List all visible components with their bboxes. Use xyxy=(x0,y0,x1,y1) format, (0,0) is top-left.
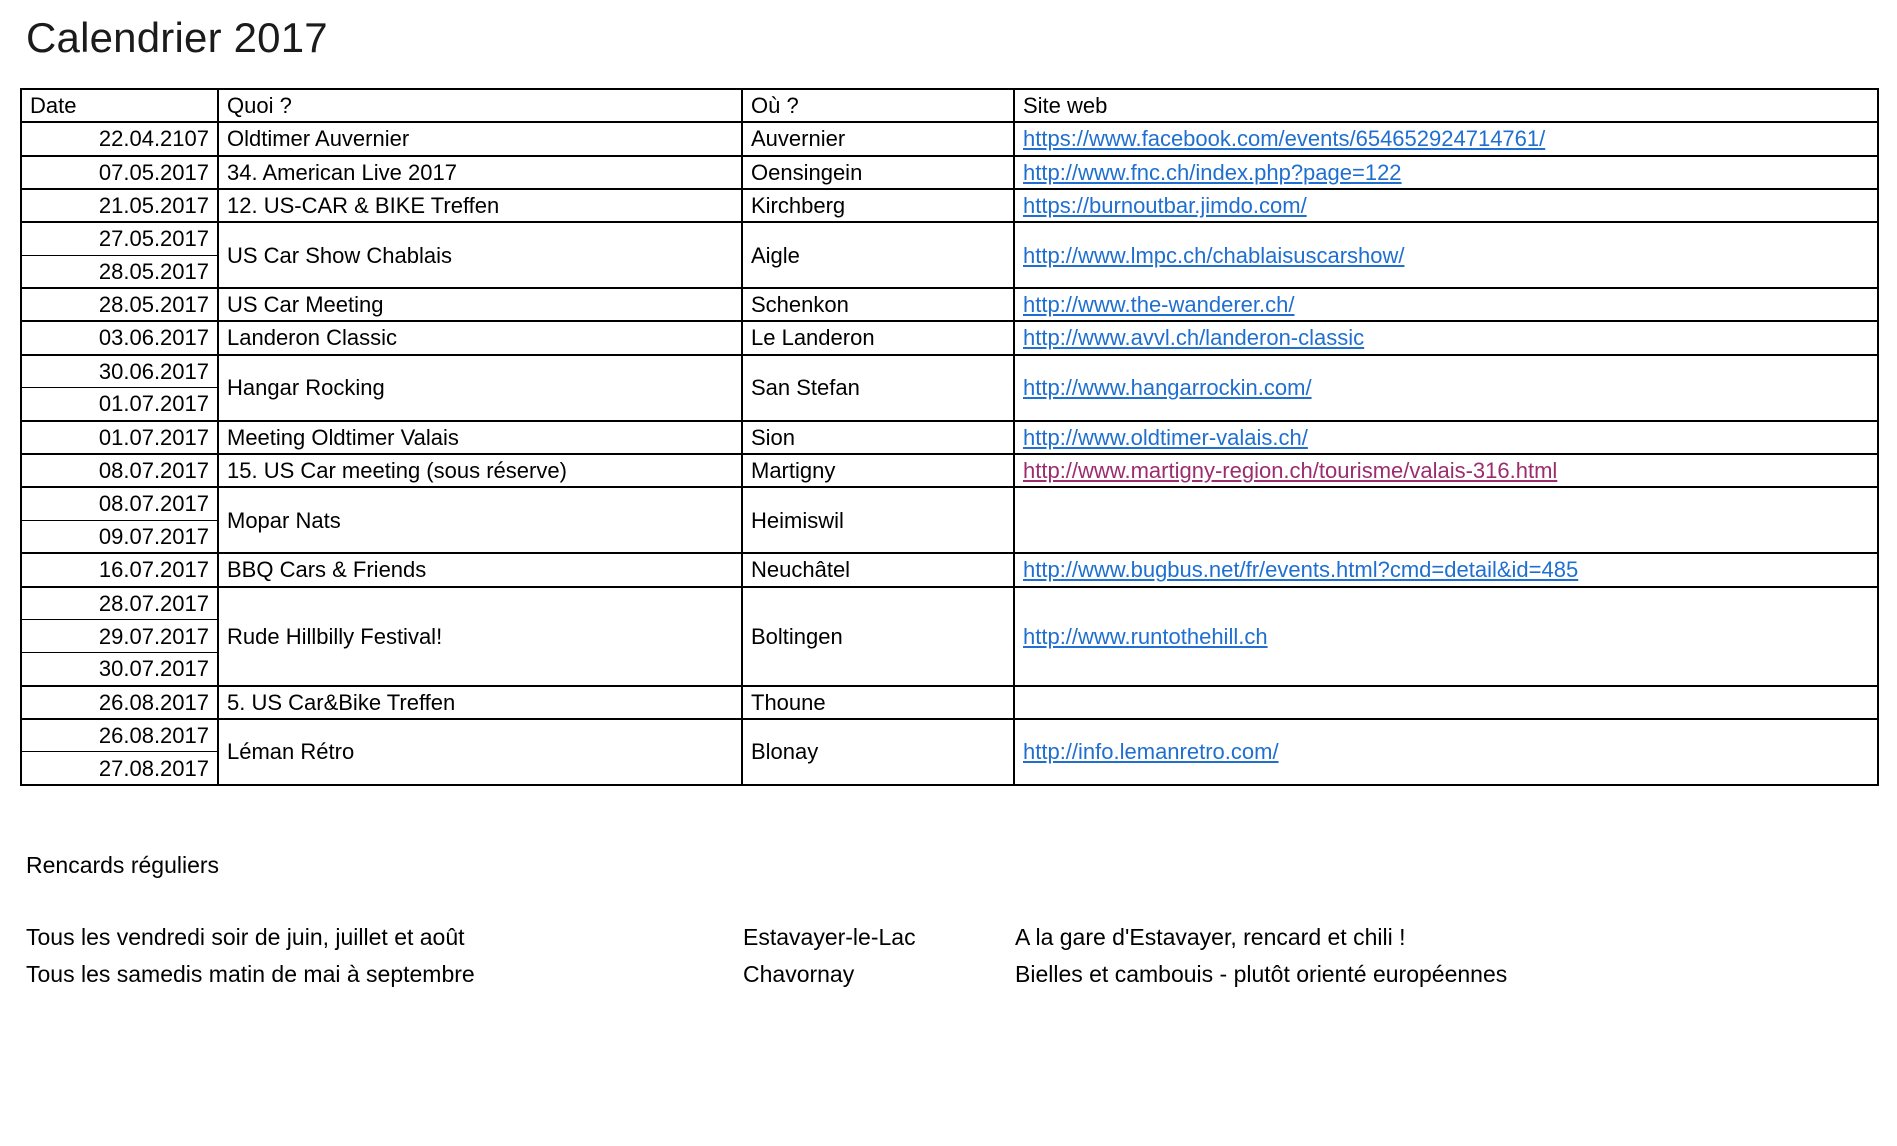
cell-website xyxy=(1014,189,1878,222)
regular-meetings-section xyxy=(26,852,1897,994)
table-header xyxy=(21,89,1878,122)
cell-event-name: 34. American Live 2017 xyxy=(218,156,742,189)
table-row xyxy=(21,156,1878,189)
website-link[interactable]: http://www.hangarrockin.com/ xyxy=(1023,375,1312,401)
website-link[interactable]: http://info.lemanretro.com/ xyxy=(1023,739,1279,765)
cell-date: 07.05.2017 xyxy=(21,156,218,189)
cell-date: 27.05.2017 xyxy=(21,222,218,255)
website-link[interactable]: http://www.the-wanderer.ch/ xyxy=(1023,292,1295,318)
regular-meeting-note: Bielles et cambouis - plutôt orienté européennes xyxy=(1015,961,1508,988)
cell-date: 28.05.2017 xyxy=(21,288,218,321)
cell-location: Kirchberg xyxy=(742,189,1014,222)
cell-date: 28.05.2017 xyxy=(21,255,218,288)
cell-website xyxy=(1014,719,1878,785)
cell-location: Martigny xyxy=(742,454,1014,487)
cell-location: Auvernier xyxy=(742,122,1014,155)
website-link[interactable]: http://www.oldtimer-valais.ch/ xyxy=(1023,424,1308,450)
cell-date: 28.07.2017 xyxy=(21,587,218,620)
cell-location: Le Landeron xyxy=(742,321,1014,354)
regular-meeting-when: Tous les vendredi soir de juin, juillet et août xyxy=(26,923,465,950)
table-row xyxy=(21,222,1878,255)
cell-event-name: Rude Hillbilly Festival! xyxy=(218,587,742,686)
cell-event-name: 12. US-CAR & BIKE Treffen xyxy=(218,189,742,222)
table-header-row xyxy=(21,89,1878,122)
website-link[interactable]: http://www.bugbus.net/fr/events.html?cmd=detail&id=485 xyxy=(1023,557,1579,583)
cell-date: 03.06.2017 xyxy=(21,321,218,354)
regular-meeting-note: A la gare d'Estavayer, rencard et chili ! xyxy=(1015,923,1406,950)
cell-event-name: US Car Meeting xyxy=(218,288,742,321)
cell-location: Oensingein xyxy=(742,156,1014,189)
cell-website xyxy=(1014,355,1878,421)
cell-date: 30.06.2017 xyxy=(21,355,218,388)
website-link[interactable]: https://burnoutbar.jimdo.com/ xyxy=(1023,192,1307,218)
cell-date: 08.07.2017 xyxy=(21,487,218,520)
website-link[interactable]: http://www.martigny-region.ch/tourisme/valais-316.html xyxy=(1023,458,1558,484)
cell-location: Thoune xyxy=(742,686,1014,719)
cell-location: Blonay xyxy=(742,719,1014,785)
cell-date: 08.07.2017 xyxy=(21,454,218,487)
cell-location: Aigle xyxy=(742,222,1014,288)
table-row xyxy=(21,686,1878,719)
calendar-table-container xyxy=(20,88,1877,786)
table-row xyxy=(21,487,1878,520)
cell-event-name: 15. US Car meeting (sous réserve) xyxy=(218,454,742,487)
website-link[interactable]: http://www.avvl.ch/landeron-classic xyxy=(1023,325,1365,351)
calendar-table xyxy=(20,88,1879,786)
cell-event-name: US Car Show Chablais xyxy=(218,222,742,288)
regular-meetings-table xyxy=(26,919,1815,994)
cell-date: 01.07.2017 xyxy=(21,388,218,421)
cell-website xyxy=(1014,156,1878,189)
table-row xyxy=(21,454,1878,487)
table-row xyxy=(21,719,1878,752)
cell-event-name: Mopar Nats xyxy=(218,487,742,553)
website-link[interactable]: http://www.runtothehill.ch xyxy=(1023,623,1268,649)
cell-location: Neuchâtel xyxy=(742,553,1014,586)
cell-event-name: BBQ Cars & Friends xyxy=(218,553,742,586)
cell-date: 26.08.2017 xyxy=(21,719,218,752)
cell-date: 29.07.2017 xyxy=(21,620,218,653)
cell-website xyxy=(1014,222,1878,288)
cell-event-name: Meeting Oldtimer Valais xyxy=(218,421,742,454)
table-row xyxy=(21,189,1878,222)
regular-meeting-where: Estavayer-le-Lac xyxy=(743,923,916,950)
cell-website xyxy=(1014,553,1878,586)
cell-date: 09.07.2017 xyxy=(21,520,218,553)
table-row xyxy=(21,355,1878,388)
cell-website xyxy=(1014,321,1878,354)
cell-website xyxy=(1014,122,1878,155)
cell-date: 26.08.2017 xyxy=(21,686,218,719)
cell-date: 01.07.2017 xyxy=(21,421,218,454)
cell-event-name: 5. US Car&Bike Treffen xyxy=(218,686,742,719)
column-header-what: Quoi ? xyxy=(218,89,742,122)
column-header-website: Site web xyxy=(1014,89,1878,122)
column-header-date: Date xyxy=(21,89,218,122)
cell-event-name: Landeron Classic xyxy=(218,321,742,354)
cell-date: 30.07.2017 xyxy=(21,653,218,686)
table-body xyxy=(21,122,1878,785)
website-link[interactable]: http://www.fnc.ch/index.php?page=122 xyxy=(1023,159,1402,185)
cell-website xyxy=(1014,587,1878,686)
cell-location: Boltingen xyxy=(742,587,1014,686)
table-row xyxy=(21,122,1878,155)
table-row xyxy=(21,288,1878,321)
cell-event-name: Hangar Rocking xyxy=(218,355,742,421)
regular-meetings-body xyxy=(26,919,1815,994)
regular-meeting-where: Chavornay xyxy=(743,961,855,988)
cell-event-name: Léman Rétro xyxy=(218,719,742,785)
website-link[interactable]: https://www.facebook.com/events/654652924714761/ xyxy=(1023,126,1546,152)
cell-date: 27.08.2017 xyxy=(21,752,218,785)
cell-website xyxy=(1014,288,1878,321)
cell-location: Schenkon xyxy=(742,288,1014,321)
cell-location: Sion xyxy=(742,421,1014,454)
cell-date: 21.05.2017 xyxy=(21,189,218,222)
cell-date: 22.04.2107 xyxy=(21,122,218,155)
cell-date: 16.07.2017 xyxy=(21,553,218,586)
regular-meeting-when: Tous les samedis matin de mai à septembre xyxy=(26,961,475,988)
cell-location: San Stefan xyxy=(742,355,1014,421)
regular-meetings-heading: Rencards réguliers xyxy=(26,851,220,878)
table-row xyxy=(21,553,1878,586)
column-header-where: Où ? xyxy=(742,89,1014,122)
cell-website xyxy=(1014,454,1878,487)
table-row xyxy=(21,321,1878,354)
cell-location: Heimiswil xyxy=(742,487,1014,553)
table-row xyxy=(21,587,1878,620)
cell-event-name: Oldtimer Auvernier xyxy=(218,122,742,155)
table-row xyxy=(21,421,1878,454)
page-title: Calendrier 2017 xyxy=(26,14,328,61)
cell-website xyxy=(1014,686,1878,719)
website-link[interactable]: http://www.lmpc.ch/chablaisuscarshow/ xyxy=(1023,242,1405,268)
cell-website xyxy=(1014,421,1878,454)
regular-meeting-row xyxy=(26,956,1815,993)
regular-meeting-row xyxy=(26,919,1815,956)
cell-website xyxy=(1014,487,1878,553)
